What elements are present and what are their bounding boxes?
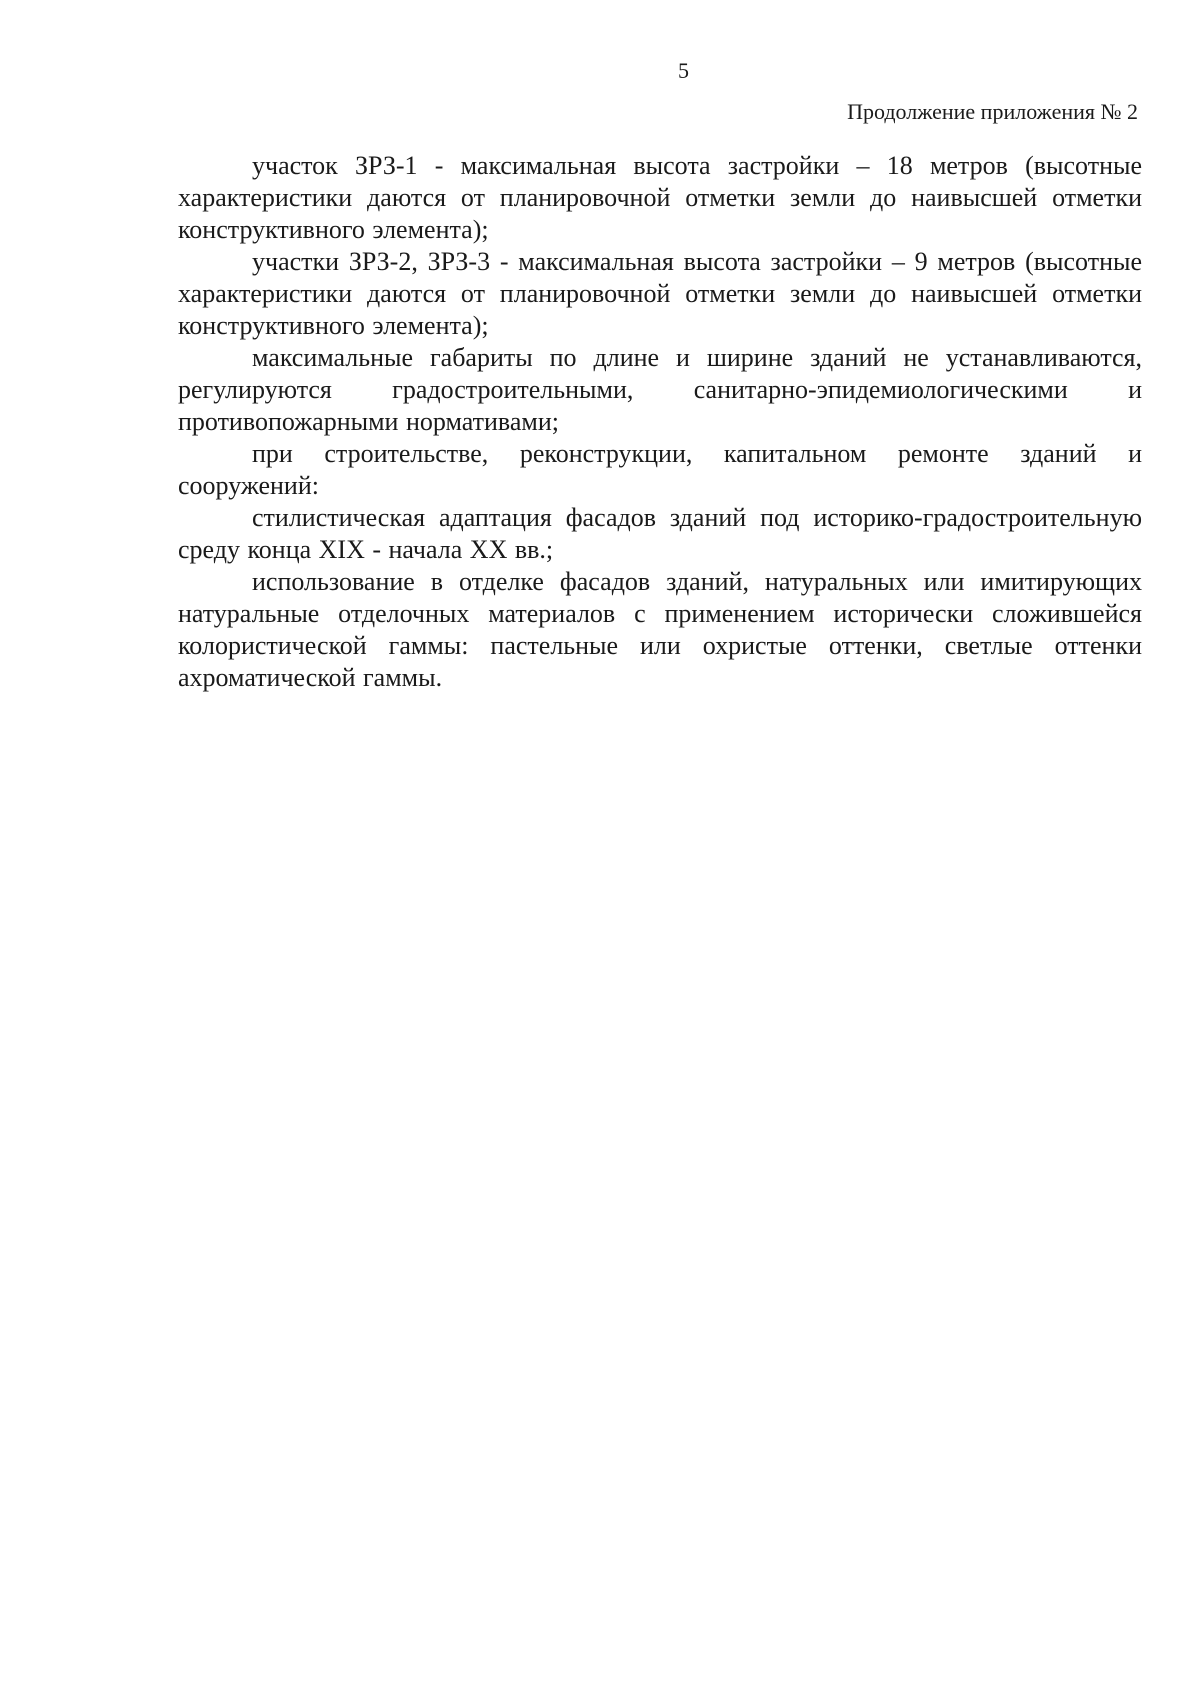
page-number: 5: [678, 58, 689, 83]
paragraph-zrz-1: участок ЗРЗ-1 - максимальная высота застройки – 18 метров (высотные характеристики даются от планировочной отметки земли до наивысшей отметки конструктивного элемента);: [178, 151, 1142, 244]
paragraph-max-dimensions: максимальные габариты по длине и ширине зданий не устанавливаются, регулируются градостроительными, санитарно-эпидемиологическими и противопожарными нормативами;: [178, 343, 1142, 436]
paragraph-stylistic-adaptation: стилистическая адаптация фасадов зданий под историко-градостроительную среду конца XIX - начала XX вв.;: [178, 503, 1142, 564]
paragraph-facade-finishing: использование в отделке фасадов зданий, натуральных или имитирующих натуральные отделочных материалов с применением исторически сложившейся колористической гаммы: пастельные или охристые оттенки, светлые оттенки ахроматической гаммы.: [178, 567, 1142, 692]
paragraph-construction: при строительстве, реконструкции, капитальном ремонте зданий и сооружений:: [178, 439, 1142, 500]
document-body: [178, 150, 1142, 694]
appendix-continuation-label: Продолжение приложения № 2: [847, 99, 1138, 124]
paragraph-zrz-2-3: участки ЗРЗ-2, ЗРЗ-3 - максимальная высота застройки – 9 метров (высотные характеристики даются от планировочной отметки земли до наивысшей отметки конструктивного элемента);: [178, 247, 1142, 340]
